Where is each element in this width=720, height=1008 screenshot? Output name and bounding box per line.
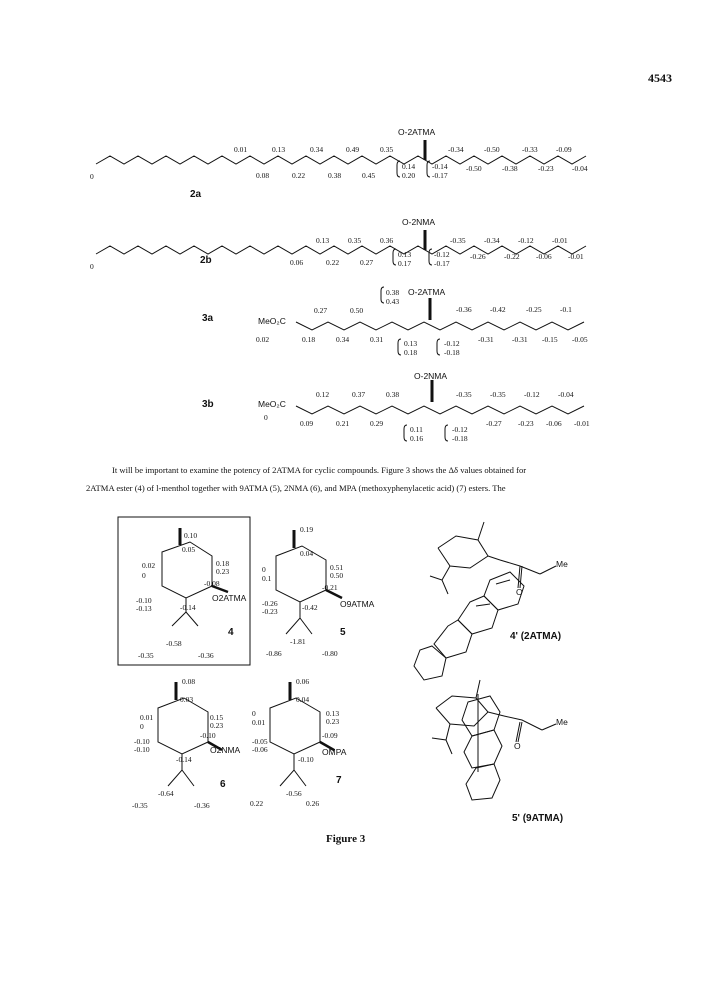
- value: -0.35: [490, 390, 506, 399]
- value: -0.35: [132, 801, 148, 810]
- paragraph-line-1: It will be important to examine the potency of 2ATMA for cyclic compounds. Figure 3 shows the Δδ values obtained for: [112, 465, 527, 475]
- value: -0.23: [538, 164, 554, 173]
- value: 0.37: [352, 390, 366, 399]
- value: -0.13: [136, 604, 152, 613]
- value: -0.10: [200, 731, 216, 740]
- model-5p-me: Me: [556, 717, 568, 727]
- value: -0.80: [322, 649, 338, 658]
- value: -0.36: [194, 801, 210, 810]
- value: 0.18: [302, 335, 316, 344]
- value: -0.23: [518, 419, 534, 428]
- value: 0.27: [314, 306, 328, 315]
- value: -0.14: [180, 603, 196, 612]
- label-4: 4: [228, 627, 234, 638]
- value: 0.20: [402, 171, 416, 180]
- model-5p-structure: [432, 680, 556, 800]
- chain-3a: [296, 322, 584, 330]
- value: 0.45: [362, 171, 376, 180]
- value: -0.35: [450, 236, 466, 245]
- value: 0.11: [410, 425, 423, 434]
- value: -0.14: [432, 162, 448, 171]
- value: 0.21: [336, 419, 350, 428]
- value: 0.35: [380, 145, 394, 154]
- value: 0: [142, 571, 146, 580]
- value: -0.17: [434, 259, 450, 268]
- value: 0.05: [182, 545, 196, 554]
- value: 0.18: [216, 559, 230, 568]
- value: -0.18: [444, 348, 460, 357]
- value: 0.27: [360, 258, 374, 267]
- value: 0.34: [310, 145, 324, 154]
- paragraph-line-2: 2ATMA ester (4) of l-menthol together with 9ATMA (5), 2NMA (6), and MPA (methoxyphenylacetic acid) (7) esters. The: [86, 483, 506, 493]
- value: 0: [140, 722, 144, 731]
- ester-group-6: O2NMA: [210, 745, 241, 755]
- value: 0.09: [300, 419, 314, 428]
- model-4p-me: Me: [556, 559, 568, 569]
- figure-caption: Figure 3: [326, 833, 366, 845]
- value: 0.10: [184, 531, 198, 540]
- value: -0.05: [252, 737, 268, 746]
- value: 0.13: [316, 236, 330, 245]
- value: 0.50: [330, 571, 344, 580]
- label-2a: 2a: [190, 189, 202, 200]
- value: 0.36: [380, 236, 394, 245]
- value: -0.25: [526, 305, 542, 314]
- value: -0.23: [262, 607, 278, 616]
- value: 0.22: [250, 799, 264, 808]
- value: -0.34: [484, 236, 500, 245]
- label-2b: 2b: [200, 255, 212, 266]
- group-3a: O-2ATMA: [408, 287, 446, 297]
- model-4p-ester-o: O: [516, 587, 523, 597]
- value: -0.06: [546, 419, 562, 428]
- start-2b: 0: [90, 262, 94, 271]
- value: 0.49: [346, 145, 360, 154]
- value: -0.31: [512, 335, 528, 344]
- model-4p-structure: [414, 522, 556, 680]
- model-5p-ester-o: O: [514, 741, 521, 751]
- value: 0.03: [180, 695, 194, 704]
- chain-3b: [296, 406, 584, 414]
- value: 0.29: [370, 419, 384, 428]
- value: -0.27: [486, 419, 502, 428]
- value: -0.26: [262, 599, 278, 608]
- value: 0.13: [326, 709, 340, 718]
- value: -0.01: [574, 419, 590, 428]
- value: -0.10: [298, 755, 314, 764]
- group-3b: O-2NMA: [414, 371, 448, 381]
- value: -0.10: [134, 745, 150, 754]
- value: -0.01: [568, 252, 584, 261]
- value: -0.35: [456, 390, 472, 399]
- value: -0.06: [536, 252, 552, 261]
- value: 0.08: [182, 677, 196, 686]
- value: 0.23: [210, 721, 224, 730]
- value: 0.22: [326, 258, 340, 267]
- label-6: 6: [220, 779, 226, 790]
- ester-group-7: OMPA: [322, 747, 347, 757]
- value: -0.58: [166, 639, 182, 648]
- value: 0.15: [210, 713, 224, 722]
- label-5: 5: [340, 627, 346, 638]
- value: 0.16: [410, 434, 424, 443]
- value: -0.01: [552, 236, 568, 245]
- chain-2a: [96, 156, 586, 164]
- value: 0.35: [348, 236, 362, 245]
- value: 0.23: [326, 717, 340, 726]
- value: -0.1: [560, 305, 572, 314]
- value: 0.02: [142, 561, 156, 570]
- value: 0.38: [386, 390, 400, 399]
- value: 0.1: [262, 574, 272, 583]
- value: -0.12: [434, 250, 450, 259]
- ring-7: [270, 695, 320, 754]
- label-4p: 4' (2ATMA): [510, 631, 562, 642]
- value: -0.31: [478, 335, 494, 344]
- value: 0.18: [404, 348, 418, 357]
- value: -0.35: [138, 651, 154, 660]
- value: 0.13: [404, 339, 418, 348]
- value: 0.12: [316, 390, 330, 399]
- value: 0.13: [398, 250, 412, 259]
- value: 0.22: [292, 171, 306, 180]
- value: 0.34: [336, 335, 350, 344]
- start-3b: 0: [264, 413, 268, 422]
- label-5p: 5' (9ATMA): [512, 813, 564, 824]
- value: -0.17: [432, 171, 448, 180]
- value: -0.50: [466, 164, 482, 173]
- ester-3b: MeO₂C: [258, 399, 286, 409]
- value: 0.06: [296, 677, 310, 686]
- value: 0.50: [350, 306, 364, 315]
- value: -1.81: [290, 637, 306, 646]
- value: 0.38: [386, 288, 400, 297]
- value: 0: [252, 709, 256, 718]
- value: -0.50: [484, 145, 500, 154]
- value: -0.05: [572, 335, 588, 344]
- ester-3a: MeO₂C: [258, 316, 286, 326]
- value: 0.38: [328, 171, 342, 180]
- value: 0.01: [234, 145, 248, 154]
- value: 0.02: [256, 335, 270, 344]
- value: -0.42: [302, 603, 318, 612]
- value: 0.13: [272, 145, 286, 154]
- value: -0.22: [504, 252, 520, 261]
- ring-6: [158, 695, 208, 754]
- value: 0.14: [402, 162, 416, 171]
- value: -0.42: [490, 305, 506, 314]
- value: -0.10: [136, 596, 152, 605]
- value: 0.01: [252, 718, 266, 727]
- start-2a: 0: [90, 172, 94, 181]
- value: 0.04: [300, 549, 314, 558]
- value: -0.12: [452, 425, 468, 434]
- value: -0.12: [518, 236, 534, 245]
- value: -0.09: [322, 731, 338, 740]
- value: -0.36: [198, 651, 214, 660]
- value: -0.12: [524, 390, 540, 399]
- group-2a: O-2ATMA: [398, 127, 436, 137]
- value: 0.23: [216, 567, 230, 576]
- value: 0.26: [306, 799, 320, 808]
- value: -0.09: [556, 145, 572, 154]
- ester-group-4: O2ATMA: [212, 593, 247, 603]
- value: -0.36: [456, 305, 472, 314]
- label-3b: 3b: [202, 399, 214, 410]
- value: 0: [262, 565, 266, 574]
- value: 0.19: [300, 525, 314, 534]
- value: 0.08: [256, 171, 270, 180]
- value: -0.64: [158, 789, 174, 798]
- value: 0.43: [386, 297, 400, 306]
- value: 0.01: [140, 713, 154, 722]
- value: -0.12: [444, 339, 460, 348]
- value: 0.51: [330, 563, 344, 572]
- value: -0.38: [502, 164, 518, 173]
- value: 0.06: [290, 258, 304, 267]
- value: -0.34: [448, 145, 464, 154]
- value: -0.08: [204, 579, 220, 588]
- value: -0.15: [542, 335, 558, 344]
- value: 0.31: [370, 335, 384, 344]
- page-number: 4543: [648, 71, 672, 85]
- value: 0.17: [398, 259, 412, 268]
- value: -0.10: [134, 737, 150, 746]
- value: -0.14: [176, 755, 192, 764]
- value: -0.04: [558, 390, 574, 399]
- value: -0.26: [470, 252, 486, 261]
- value: -0.18: [452, 434, 468, 443]
- label-7: 7: [336, 775, 342, 786]
- value: -0.86: [266, 649, 282, 658]
- value: -0.56: [286, 789, 302, 798]
- value: -0.33: [522, 145, 538, 154]
- group-2b: O-2NMA: [402, 217, 436, 227]
- ester-group-5: O9ATMA: [340, 599, 375, 609]
- value: -0.04: [572, 164, 588, 173]
- value: -0.06: [252, 745, 268, 754]
- value: -0.21: [322, 583, 338, 592]
- label-3a: 3a: [202, 313, 214, 324]
- value: 0.04: [296, 695, 310, 704]
